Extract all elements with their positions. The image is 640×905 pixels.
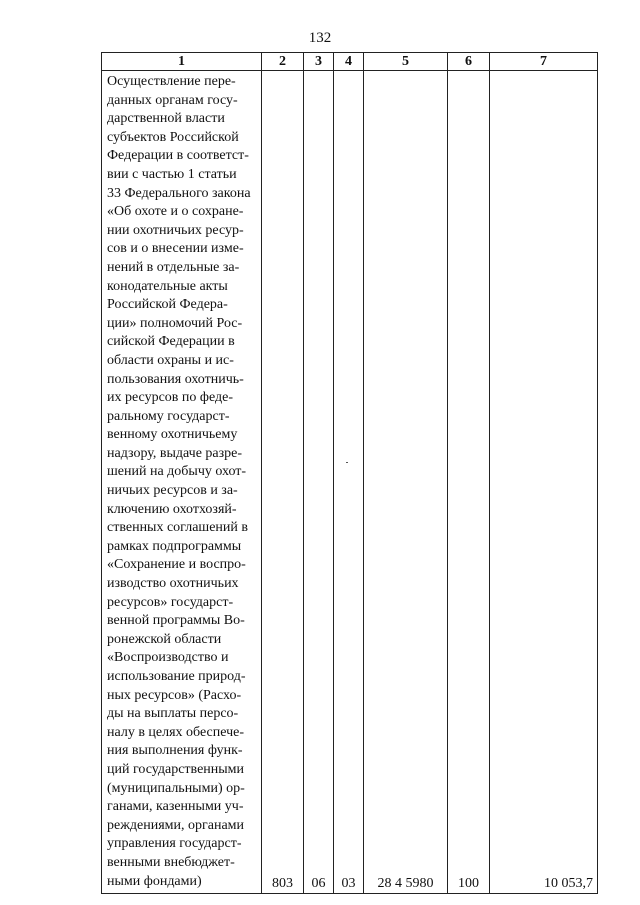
description-line: венными внебюджет-: [107, 854, 235, 870]
description-line: (муниципальными) ор-: [107, 780, 245, 796]
description-line: нений в отдельные за-: [107, 259, 240, 275]
description-line: шений на добычу охот-: [107, 464, 247, 480]
description-line: ральному государст-: [107, 408, 230, 424]
scan-speck: [346, 462, 348, 463]
description-line: нии охотничьих ресур-: [107, 222, 244, 238]
header-col-6: 6: [448, 53, 490, 71]
description-line: субъектов Российской: [107, 129, 239, 145]
description-line: ния выполнения функ-: [107, 743, 243, 759]
description-line: ничьих ресурсов и за-: [107, 483, 238, 499]
cell-ministry-code: 803: [262, 71, 304, 894]
description-line: сийской Федерации в: [107, 334, 235, 350]
description-line: ных ресурсов» (Расхо-: [107, 687, 242, 703]
header-col-1: 1: [102, 53, 262, 71]
header-col-4: 4: [334, 53, 364, 71]
description-line: использование природ-: [107, 669, 246, 684]
cell-target-article: 28 4 5980: [364, 71, 448, 894]
description-line: надзору, выдаче разре-: [107, 445, 243, 461]
budget-table: [101, 52, 598, 894]
description-line: ключению охотхозяй-: [107, 501, 237, 517]
description-line: вии с частью 1 статьи: [107, 166, 237, 182]
description-line: Осуществление пере-: [107, 74, 236, 89]
description-line: ресурсов» государст-: [107, 594, 234, 610]
description-line: рамках подпрограммы: [107, 538, 242, 554]
description-line: «Об охоте и о сохране-: [107, 204, 244, 220]
description-line: «Сохранение и воспро-: [107, 557, 246, 573]
cell-amount: 10 053,7: [490, 71, 598, 894]
description-line: изводство охотничьих: [107, 576, 239, 592]
description-line: ций государственными: [107, 761, 245, 777]
description-line: области охраны и ис-: [107, 352, 234, 368]
page-number: 132: [308, 30, 332, 46]
description-line: ными фондами): [107, 873, 202, 889]
header-col-7: 7: [490, 53, 598, 71]
description-line: пользования охотничь-: [107, 371, 244, 387]
description-line: венной программы Во-: [107, 613, 245, 629]
description-line: реждениями, органами: [107, 817, 245, 833]
description-line: сов и о внесении изме-: [107, 241, 244, 257]
description-line: ды на выплаты персо-: [107, 706, 239, 722]
cell-section-code: 06: [304, 71, 334, 894]
header-row: [102, 53, 598, 71]
row-description: [102, 71, 262, 894]
description-line: конодательные акты: [107, 278, 228, 294]
description-line: их ресурсов по феде-: [107, 390, 233, 406]
header-col-3: 3: [304, 53, 334, 71]
table-row: [102, 71, 598, 894]
cell-expense-type: 100: [448, 71, 490, 894]
description-line: управления государст-: [107, 836, 242, 852]
header-col-5: 5: [364, 53, 448, 71]
cell-subsection-code: 03: [334, 71, 364, 894]
description-line: ственных соглашений в: [107, 520, 248, 536]
description-line: дарственной власти: [107, 111, 225, 127]
description-line: «Воспроизводство и: [107, 650, 229, 666]
description-line: венному охотничьему: [107, 427, 238, 443]
description-line: ганами, казенными уч-: [107, 799, 244, 815]
description-line: данных органам госу-: [107, 92, 238, 108]
description-line: налу в целях обеспече-: [107, 724, 245, 740]
header-col-2: 2: [262, 53, 304, 71]
description-line: 33 Федерального закона: [107, 185, 251, 201]
description-line: ронежской области: [107, 631, 222, 647]
description-line: ции» полномочий Рос-: [107, 315, 243, 331]
description-line: Российской Федера-: [107, 297, 228, 313]
description-line: Федерации в соответст-: [107, 148, 249, 164]
